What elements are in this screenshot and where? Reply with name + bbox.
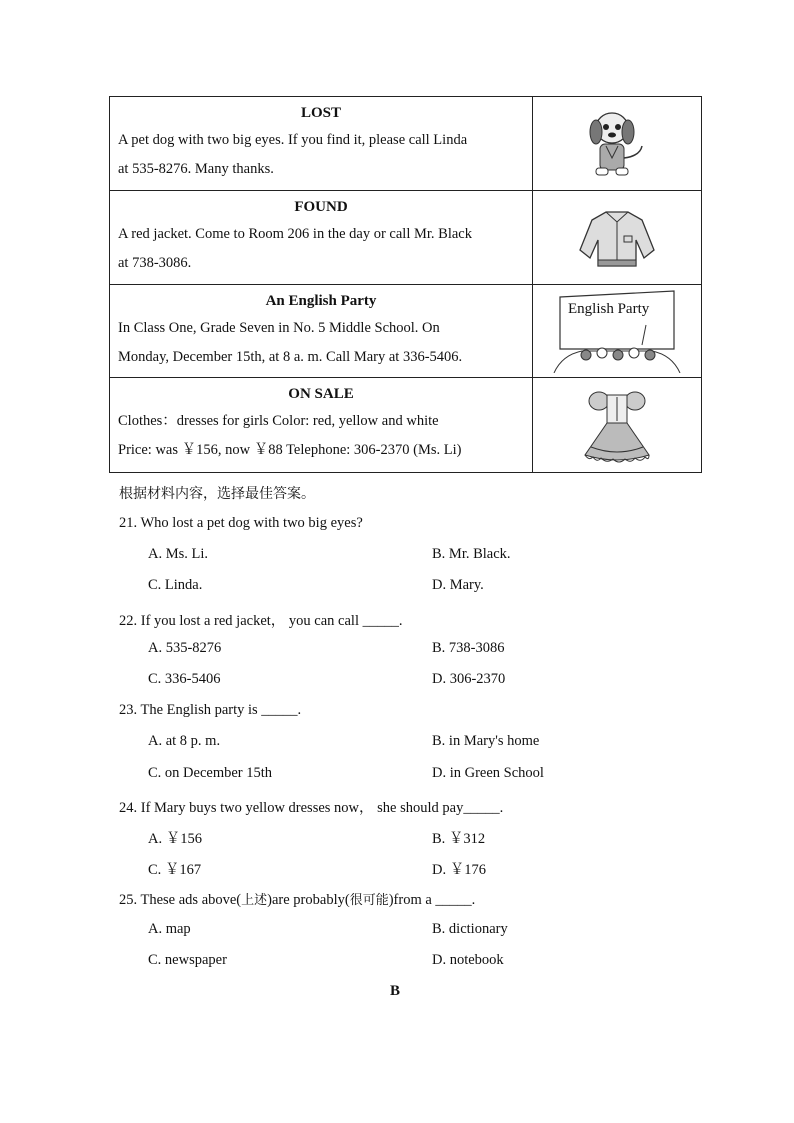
question-22-option-c[interactable]: C. 336-5406	[148, 671, 221, 687]
question-23-option-a[interactable]: A. at 8 p. m.	[148, 733, 221, 749]
question-25-stem-part: )from a _____.	[388, 892, 476, 908]
instruction-text: 根据材料内容，选择最佳答案。	[119, 486, 315, 502]
question-23: 23. The English party is _____.	[119, 702, 302, 718]
question-22-option-d[interactable]: D. 306-2370	[432, 671, 506, 687]
question-21: 21. Who lost a pet dog with two big eyes?	[119, 515, 363, 531]
ad-text-cell	[110, 378, 533, 473]
ad-line: at 738-3086.	[118, 255, 192, 271]
ad-title: An English Party	[265, 293, 377, 309]
question-21-option-a[interactable]: A. Ms. Li.	[148, 546, 209, 562]
ad-row-party	[110, 285, 702, 378]
question-25-stem-part: 25. These ads above(	[119, 892, 242, 908]
question-24: 24. If Mary buys two yellow dresses now， she should pay_____.	[119, 800, 504, 816]
question-21-option-b[interactable]: B. Mr. Black.	[432, 546, 511, 562]
question-25-option-a[interactable]: A. map	[148, 921, 191, 937]
question-22: 22. If you lost a red jacket， you can call _____.	[119, 613, 403, 629]
question-24-option-c[interactable]: C. ￥167	[148, 862, 202, 878]
ad-text-cell	[110, 97, 533, 191]
question-25	[119, 889, 475, 909]
question-23-option-c[interactable]: C. on December 15th	[148, 765, 273, 781]
ad-line: In Class One, Grade Seven in No. 5 Middle School. On	[118, 320, 440, 336]
ad-row-lost	[110, 97, 702, 191]
ad-text-cell	[110, 191, 533, 285]
ad-line: at 535-8276. Many thanks.	[118, 161, 274, 177]
question-25-gloss: 很可能	[349, 893, 389, 908]
question-23-option-b[interactable]: B. in Mary's home	[432, 733, 540, 749]
section-label: B	[390, 983, 401, 999]
question-22-option-b[interactable]: B. 738-3086	[432, 640, 505, 656]
ad-line: A pet dog with two big eyes. If you find it, please call Linda	[118, 132, 468, 148]
question-25-gloss: 上述	[241, 893, 268, 908]
ad-line: A red jacket. Come to Room 206 in the day or call Mr. Black	[118, 226, 472, 242]
ad-title: ON SALE	[288, 386, 354, 402]
dress-illustration	[533, 378, 702, 473]
jacket-illustration	[533, 191, 702, 285]
dog-illustration	[533, 97, 702, 191]
question-25-option-d[interactable]: D. notebook	[432, 952, 504, 968]
ad-title: FOUND	[294, 199, 348, 215]
ads-table	[109, 96, 702, 473]
party-illustration	[533, 285, 702, 378]
question-25-option-b[interactable]: B. dictionary	[432, 921, 508, 937]
question-21-option-c[interactable]: C. Linda.	[148, 577, 203, 593]
ad-title: LOST	[300, 105, 342, 121]
question-23-option-d[interactable]: D. in Green School	[432, 765, 544, 781]
question-25-option-c[interactable]: C. newspaper	[148, 952, 227, 968]
ad-row-found	[110, 191, 702, 285]
question-24-option-d[interactable]: D. ￥176	[432, 862, 486, 878]
ad-text-cell	[110, 285, 533, 378]
ad-line: Clothes：dresses for girls Color: red, yellow and white	[118, 413, 439, 429]
question-25-stem-part: )are probably(	[267, 892, 350, 908]
ad-line: Price: was ￥156, now ￥88 Telephone: 306-2370 (Ms. Li)	[118, 442, 462, 458]
party-banner-text: English Party	[568, 301, 650, 317]
question-24-option-a[interactable]: A. ￥156	[148, 831, 202, 847]
ad-row-sale	[110, 378, 702, 473]
question-21-option-d[interactable]: D. Mary.	[432, 577, 484, 593]
ad-line: Monday, December 15th, at 8 a. m. Call Mary at 336-5406.	[118, 349, 463, 365]
question-24-option-b[interactable]: B. ￥312	[432, 831, 486, 847]
question-22-option-a[interactable]: A. 535-8276	[148, 640, 222, 656]
